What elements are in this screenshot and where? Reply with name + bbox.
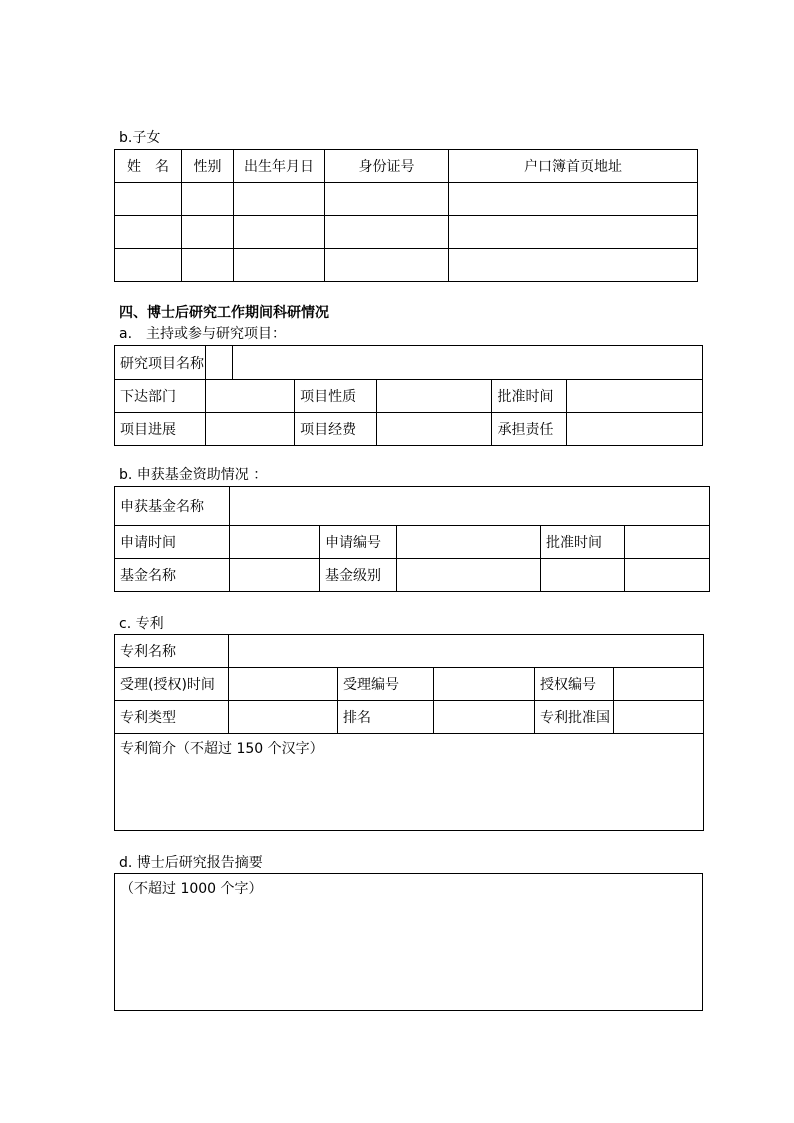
birthdate-cell[interactable]: [234, 249, 325, 282]
fund-name-field[interactable]: [230, 559, 320, 592]
rank-label: 排名: [338, 701, 434, 734]
patent-intro-field[interactable]: [115, 734, 704, 831]
id-number-cell[interactable]: [325, 249, 449, 282]
name-cell[interactable]: [115, 216, 182, 249]
patent-intro-label: 专利简介（不超过 150 个汉字）: [120, 741, 324, 757]
fund-application-name-label: 申获基金名称: [115, 487, 230, 526]
approval-time-field[interactable]: [567, 380, 703, 413]
name-cell[interactable]: [115, 249, 182, 282]
fund-level-label: 基金级别: [320, 559, 397, 592]
responsibility-label: 承担责任: [492, 413, 567, 446]
responsibility-field[interactable]: [567, 413, 703, 446]
id-number-cell[interactable]: [325, 183, 449, 216]
report-hint: （不超过 1000 个字）: [120, 881, 263, 897]
gender-cell[interactable]: [182, 249, 234, 282]
fund-level-field[interactable]: [397, 559, 541, 592]
funds-title: b. 申获基金资助情况 ：: [119, 467, 268, 483]
table-row: [115, 183, 698, 216]
apply-time-label: 申请时间: [115, 526, 230, 559]
projects-table: [114, 345, 703, 446]
patents-table: [114, 634, 704, 831]
funding-label: 项目经费: [295, 413, 377, 446]
fund-name-label: 基金名称: [115, 559, 230, 592]
accept-no-label: 受理编号: [338, 668, 434, 701]
gender-cell[interactable]: [182, 216, 234, 249]
birthdate-cell[interactable]: [234, 183, 325, 216]
header-id-number: 身份证号: [325, 150, 449, 183]
patent-type-field[interactable]: [229, 701, 338, 734]
country-field[interactable]: [614, 701, 704, 734]
dept-field[interactable]: [206, 380, 295, 413]
address-cell[interactable]: [449, 216, 698, 249]
report-abstract-field[interactable]: [115, 874, 703, 1011]
report-title: d. 博士后研究报告摘要: [119, 855, 263, 871]
patent-name-label: 专利名称: [115, 635, 229, 668]
gender-cell[interactable]: [182, 183, 234, 216]
rank-field[interactable]: [434, 701, 535, 734]
fund-extra-field-1[interactable]: [541, 559, 625, 592]
table-row: [115, 249, 698, 282]
children-section-title: b.子女: [119, 130, 161, 146]
header-gender: 性别: [182, 150, 234, 183]
apply-no-field[interactable]: [397, 526, 541, 559]
project-name-label: 研究项目名称: [115, 346, 206, 380]
accept-time-field[interactable]: [229, 668, 338, 701]
funds-table: [114, 486, 710, 592]
nature-field[interactable]: [377, 380, 492, 413]
fund-approval-time-field[interactable]: [625, 526, 710, 559]
table-row: [115, 216, 698, 249]
id-number-cell[interactable]: [325, 216, 449, 249]
apply-no-label: 申请编号: [320, 526, 397, 559]
country-label: 专利批准国: [535, 701, 614, 734]
birthdate-cell[interactable]: [234, 216, 325, 249]
patent-name-field[interactable]: [229, 635, 704, 668]
approval-time-label: 批准时间: [492, 380, 567, 413]
project-name-field[interactable]: [206, 346, 703, 380]
children-table: [114, 149, 698, 282]
header-household-address: 户口簿首页地址: [449, 150, 698, 183]
grant-no-label: 授权编号: [535, 668, 614, 701]
accept-time-label: 受理(授权)时间: [115, 668, 229, 701]
name-cell[interactable]: [115, 183, 182, 216]
grant-no-field[interactable]: [614, 668, 704, 701]
research-section-title: 四、博士后研究工作期间科研情况: [119, 305, 329, 321]
fund-approval-time-label: 批准时间: [541, 526, 625, 559]
patent-type-label: 专利类型: [115, 701, 229, 734]
address-cell[interactable]: [449, 249, 698, 282]
header-name: 姓 名: [115, 150, 182, 183]
apply-time-field[interactable]: [230, 526, 320, 559]
dept-label: 下达部门: [115, 380, 206, 413]
report-table: [114, 873, 703, 1011]
nature-label: 项目性质: [295, 380, 377, 413]
progress-label: 项目进展: [115, 413, 206, 446]
fund-application-name-field[interactable]: [230, 487, 710, 526]
patents-title: c. 专利: [119, 616, 164, 632]
accept-no-field[interactable]: [434, 668, 535, 701]
funding-field[interactable]: [377, 413, 492, 446]
fund-extra-field-2[interactable]: [625, 559, 710, 592]
header-birthdate: 出生年月日: [234, 150, 325, 183]
progress-field[interactable]: [206, 413, 295, 446]
address-cell[interactable]: [449, 183, 698, 216]
projects-title: a. 主持或参与研究项目：: [119, 326, 287, 342]
